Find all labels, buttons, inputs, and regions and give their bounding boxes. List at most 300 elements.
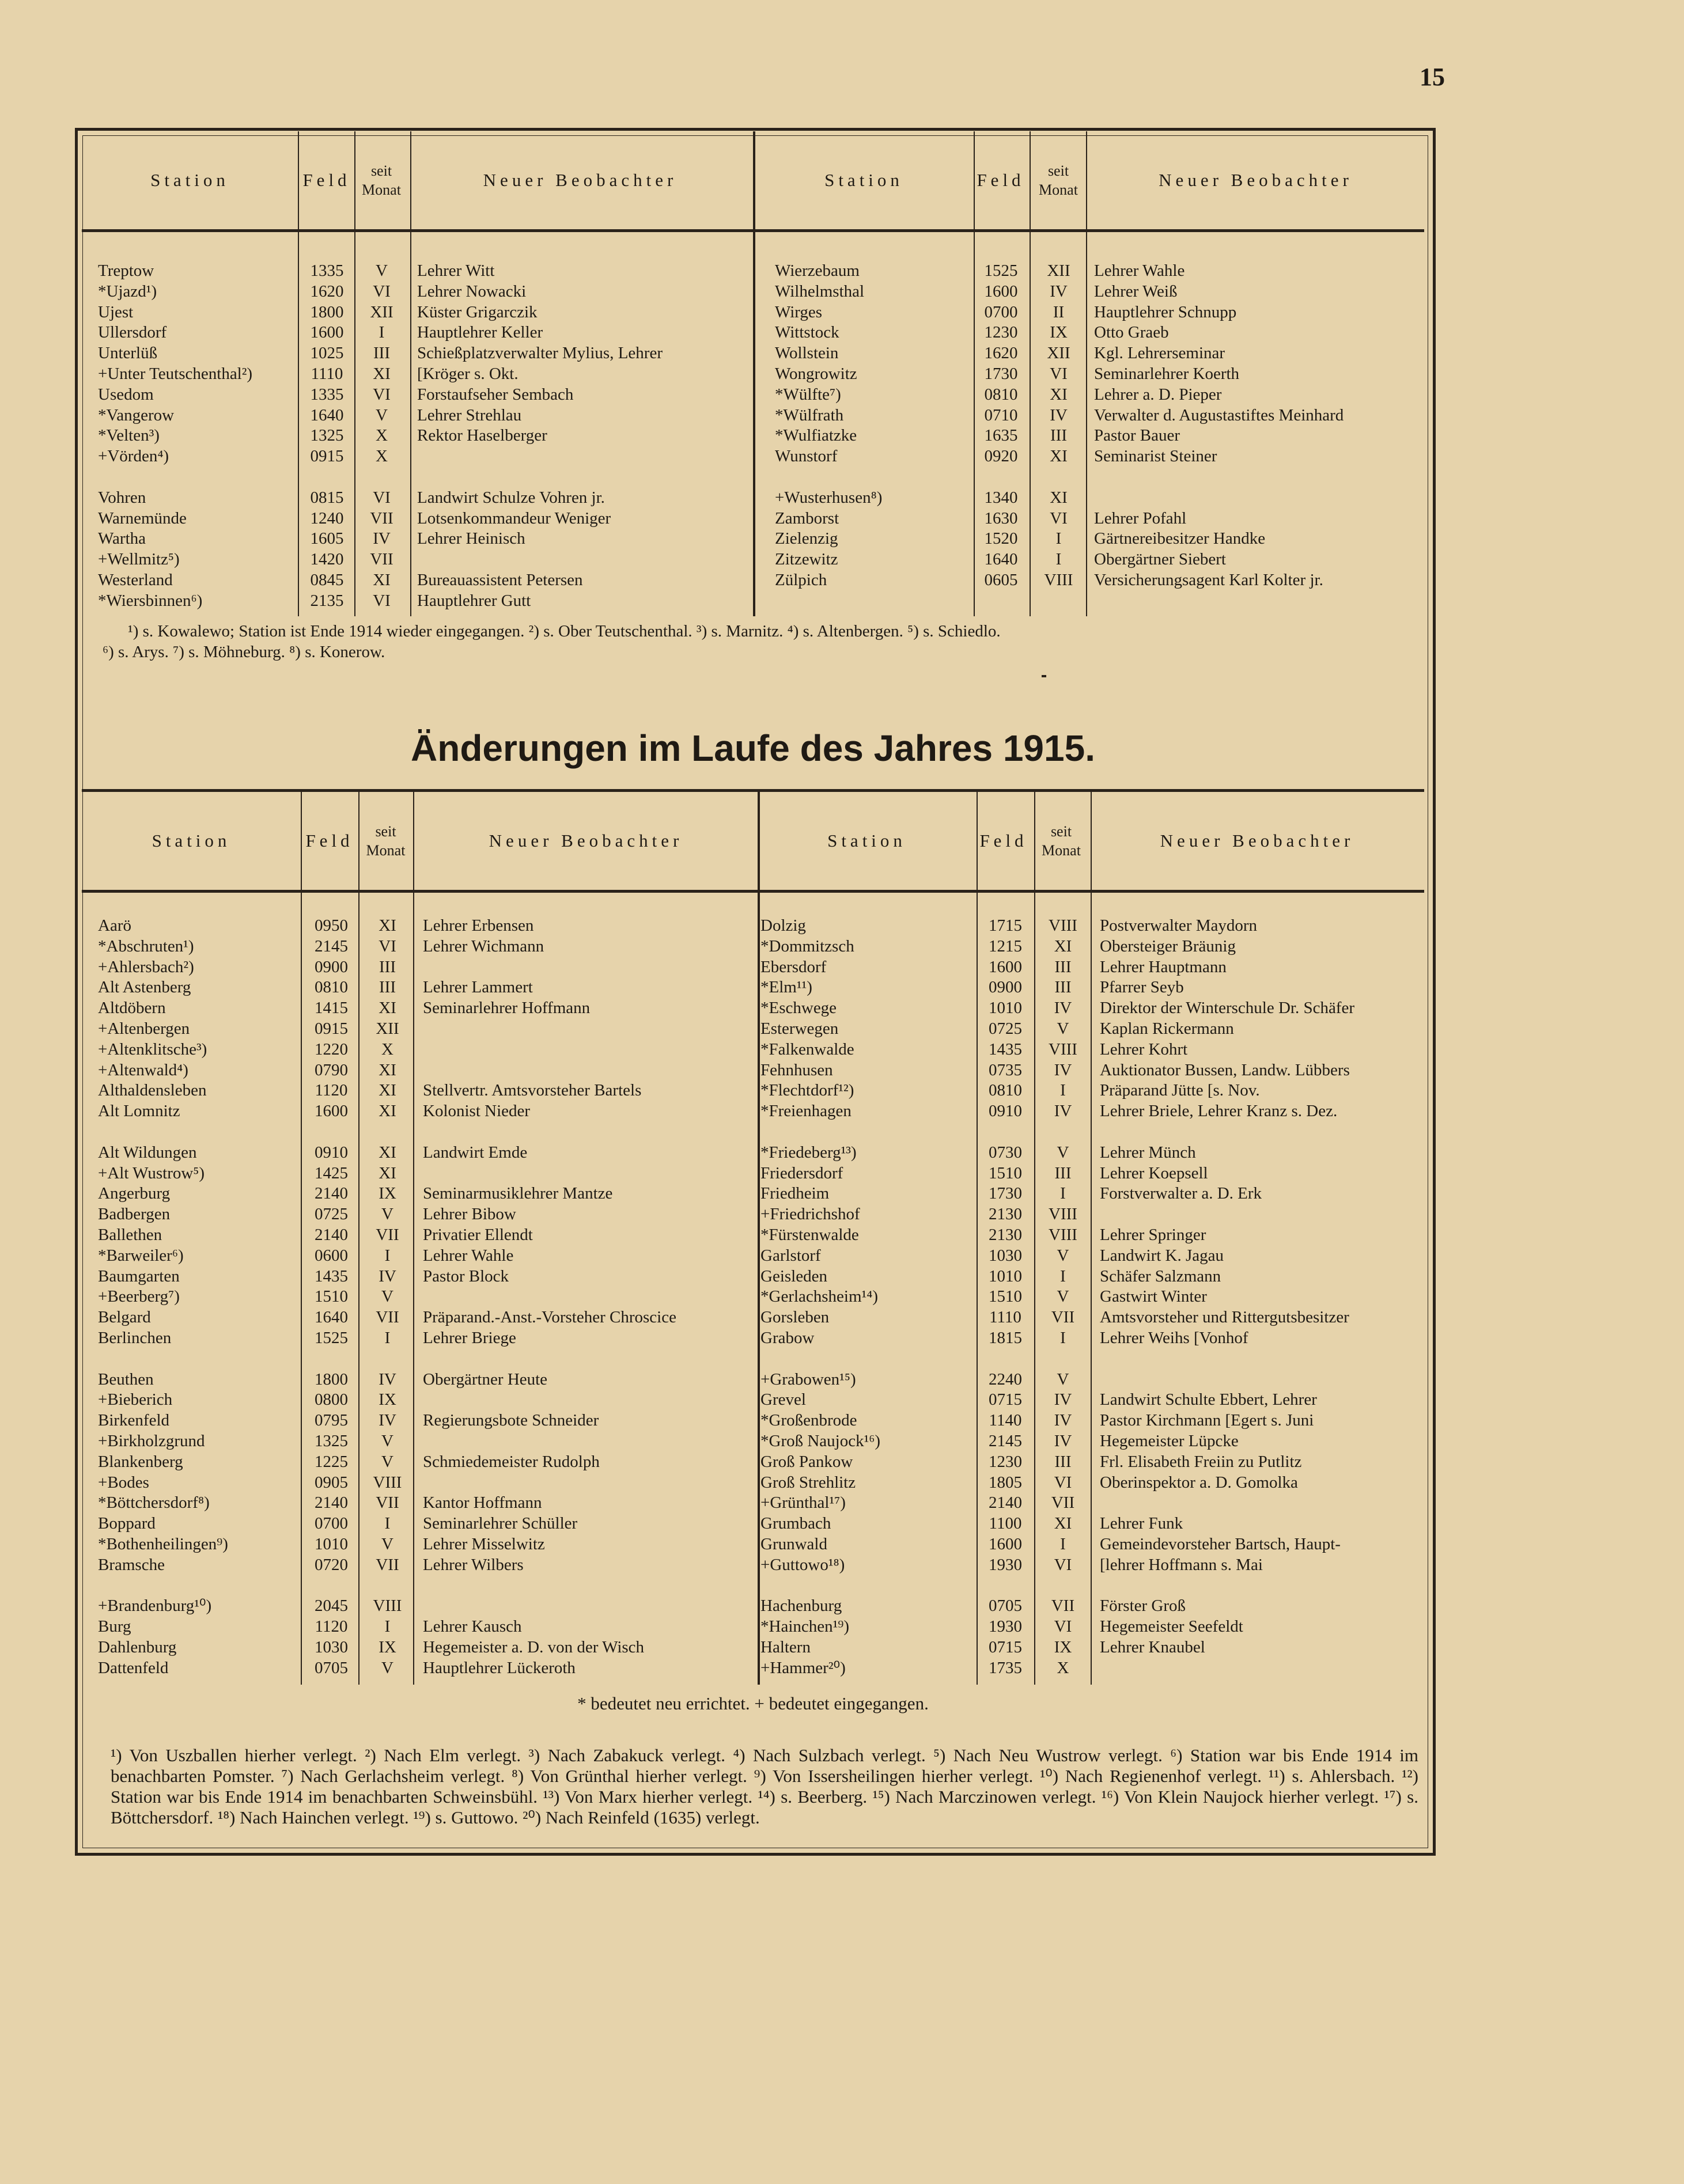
observer-name: Lehrer Weiß [1094, 282, 1178, 301]
monat-value: I [1060, 1081, 1066, 1100]
feld-value: 1735 [989, 1658, 1022, 1677]
monat-value: III [379, 978, 396, 997]
feld-value: 1930 [989, 1617, 1022, 1636]
monat-value: V [381, 1452, 393, 1471]
monat-value: I [379, 323, 385, 342]
observer-name: Lehrer Wilbers [423, 1555, 524, 1574]
monat-value: XII [370, 302, 393, 321]
feld-value: 0705 [315, 1658, 348, 1677]
station-name: Groß Pankow [760, 1452, 853, 1471]
feld-value: 0910 [989, 1102, 1022, 1121]
feld-value: 1120 [315, 1081, 348, 1100]
station-name: *Flechtdorf¹²) [760, 1081, 854, 1100]
station-name: *Velten³) [98, 426, 160, 445]
observer-name: Hegemeister a. D. von der Wisch [423, 1638, 645, 1656]
monat-value: VIII [1049, 1040, 1077, 1059]
feld-value: 2130 [989, 1205, 1022, 1224]
monat-value: II [1053, 302, 1065, 321]
feld-value: 0915 [315, 1019, 348, 1038]
observer-name: Lehrer Lammert [423, 978, 533, 997]
monat-value: VI [1054, 1473, 1072, 1492]
monat-value: V [1057, 1019, 1069, 1038]
feld-value: 1010 [989, 1267, 1022, 1286]
station-name: *Friedeberg¹³) [760, 1143, 857, 1162]
column-divider [1034, 789, 1035, 1685]
monat-value: I [384, 1246, 391, 1265]
station-name: Hachenburg [760, 1597, 842, 1616]
footnotes-2: ¹) Von Uszballen hierher verlegt. ²) Nach Elm verlegt. ³) Nach Zabakuck verlegt. ⁴) Nach Sulzbach verlegt. ⁵) Nach Neu Wustrow verlegt. ⁶) Station war bis Ende 1914 im benachbarten Pomster. ⁷) Nach Gerlachsheim verlegt. ⁸) Von Grünthal hierher verlegt. ⁹) Von Issersheilingen hierher verlegt. ¹⁰) Nach Regienenhof verlegt. ¹¹) s. Ahlersbach. ¹²) Station war bis Ende 1914 im benachbarten Schweinsbühl. ¹³) Von Marx hierher verlegt. ¹⁴) s. Beerberg. ¹⁵) Nach Marczinowen verlegt. ¹⁶) Von Klein Naujock hierher verlegt. ¹⁷) s. Böttchersdorf. ¹⁸) Nach Hainchen verlegt. ¹⁹) s. Guttowo. ²⁰) Nach Reinfeld (1635) verlegt. [111, 1745, 1418, 1827]
feld-value: 0715 [989, 1638, 1022, 1656]
station-name: Ujest [98, 302, 134, 321]
feld-value: 2140 [989, 1493, 1022, 1512]
observer-name: Lehrer Wahle [423, 1246, 514, 1265]
monat-value: I [384, 1329, 391, 1347]
section-title: Änderungen im Laufe des Jahres 1915. [411, 727, 1095, 769]
monat-value: VI [373, 591, 391, 610]
station-name: *Wülfrath [775, 405, 844, 424]
observer-name: Küster Grigarczik [417, 302, 538, 321]
station-name: Warnemünde [98, 509, 187, 528]
feld-value: 0920 [984, 447, 1018, 466]
header-monat: Monat [1042, 842, 1081, 859]
station-name: Gorsleben [760, 1308, 830, 1327]
station-name: +Beerberg⁷) [98, 1287, 180, 1306]
monat-value: XI [1050, 385, 1068, 404]
observer-name: Gemeindevorsteher Bartsch, Haupt- [1100, 1535, 1341, 1553]
station-name: *Abschruten¹) [98, 936, 194, 955]
feld-value: 1800 [315, 1370, 348, 1389]
monat-value: XI [379, 1102, 396, 1121]
station-name: Wilhelmsthal [775, 282, 865, 301]
feld-value: 0900 [989, 978, 1022, 997]
observer-name: Hegemeister Seefeldt [1100, 1617, 1243, 1636]
feld-value: 1815 [989, 1329, 1022, 1347]
feld-value: 2135 [310, 591, 344, 610]
monat-value: XI [379, 1143, 396, 1162]
observer-name: Landwirt Schulze Vohren jr. [417, 488, 605, 507]
feld-value: 0725 [989, 1019, 1022, 1038]
observer-name: Forstverwalter a. D. Erk [1100, 1184, 1262, 1203]
station-name: Aarö [98, 916, 131, 935]
observer-name: Landwirt Emde [423, 1143, 528, 1162]
feld-value: 1215 [989, 936, 1022, 955]
feld-value: 0810 [989, 1081, 1022, 1100]
monat-value: III [1050, 426, 1067, 445]
header-seit-monat-right [1030, 131, 1087, 229]
station-name: +Bodes [98, 1473, 149, 1492]
observer-name: Seminarlehrer Hoffmann [423, 999, 591, 1018]
monat-value: IX [379, 1390, 396, 1409]
feld-value: 1600 [315, 1102, 348, 1121]
station-name: +Bieberich [98, 1390, 173, 1409]
feld-value: 1030 [315, 1638, 348, 1656]
feld-value: 1030 [989, 1246, 1022, 1265]
station-name: +Grabowen¹⁵) [760, 1370, 856, 1389]
monat-value: VII [1051, 1493, 1075, 1512]
station-name: *Freienhagen [760, 1102, 852, 1121]
station-name: Westerland [98, 571, 173, 589]
observer-name: Oberinspektor a. D. Gomolka [1100, 1473, 1298, 1492]
feld-value: 1220 [315, 1040, 348, 1059]
observer-name: Pfarrer Seyb [1100, 978, 1184, 997]
observer-name: Förster Groß [1100, 1597, 1186, 1616]
observer-name: Lehrer Heinisch [417, 529, 525, 548]
station-name: Badbergen [98, 1205, 171, 1224]
observer-name: Seminarist Steiner [1094, 447, 1217, 466]
monat-value: III [379, 957, 396, 976]
feld-value: 0720 [315, 1555, 348, 1574]
feld-value: 2045 [315, 1597, 348, 1616]
station-name: *Hainchen¹⁹) [760, 1617, 850, 1636]
station-name: Wollstein [775, 344, 839, 363]
monat-value: I [1055, 550, 1062, 569]
feld-value: 1640 [984, 550, 1018, 569]
station-name: Esterwegen [760, 1019, 839, 1038]
station-name: *Barweiler⁶) [98, 1246, 184, 1265]
monat-value: IV [1050, 282, 1068, 301]
station-name: Grevel [760, 1390, 806, 1409]
monat-value: V [1057, 1143, 1069, 1162]
station-name: Alt Lomnitz [98, 1102, 180, 1121]
header-station: Station [152, 831, 231, 851]
station-name: Wunstorf [775, 447, 838, 466]
monat-value: V [1057, 1246, 1069, 1265]
observer-name: Obergärtner Heute [423, 1370, 548, 1389]
feld-value: 1600 [989, 957, 1022, 976]
feld-value: 0910 [315, 1143, 348, 1162]
feld-value: 1335 [310, 385, 344, 404]
station-name: Altdöbern [98, 999, 166, 1018]
feld-value: 0915 [310, 447, 344, 466]
observer-name: Lehrer Funk [1100, 1514, 1183, 1533]
column-divider [301, 789, 302, 1685]
station-name: +Brandenburg¹⁰) [98, 1597, 212, 1616]
monat-value: V [376, 405, 388, 424]
feld-value: 0790 [315, 1060, 348, 1079]
station-name: Beuthen [98, 1370, 154, 1389]
observer-name: Hauptlehrer Keller [417, 323, 543, 342]
page-number: 15 [1420, 63, 1445, 91]
station-name: Geisleden [760, 1267, 827, 1286]
observer-name: Forstaufseher Sembach [417, 385, 574, 404]
station-name: Zülpich [775, 571, 827, 589]
monat-value: XII [1047, 344, 1070, 363]
feld-value: 0700 [315, 1514, 348, 1533]
feld-value: 1110 [989, 1308, 1021, 1327]
station-name: Dattenfeld [98, 1658, 169, 1677]
monat-value: I [1060, 1267, 1066, 1286]
feld-value: 0815 [310, 488, 344, 507]
feld-value: 1225 [315, 1452, 348, 1471]
feld-value: 1240 [310, 509, 344, 528]
header-beobachter-right: Neuer Beobachter [1160, 831, 1354, 851]
feld-value: 0795 [315, 1411, 348, 1430]
station-name: *Groß Naujock¹⁶) [760, 1432, 881, 1450]
station-name: Wierzebaum [775, 261, 860, 280]
column-divider [358, 789, 359, 1685]
feld-value: 1520 [984, 529, 1018, 548]
feld-value: 0600 [315, 1246, 348, 1265]
feld-value: 1140 [989, 1411, 1022, 1430]
monat-value: VIII [1049, 1226, 1077, 1244]
observer-name: Lehrer Knaubel [1100, 1638, 1205, 1656]
monat-value: I [384, 1617, 391, 1636]
feld-value: 1325 [315, 1432, 348, 1450]
feld-value: 2140 [315, 1184, 348, 1203]
feld-value: 0605 [984, 571, 1018, 589]
station-name: +Wellmitz⁵) [98, 550, 180, 569]
monat-value: XI [373, 571, 391, 589]
observer-name: Postverwalter Maydorn [1100, 916, 1258, 935]
station-name: Ullersdorf [98, 323, 167, 342]
monat-value: X [381, 1040, 393, 1059]
monat-value: VIII [1049, 1205, 1077, 1224]
feld-value: 1600 [310, 323, 344, 342]
monat-value: VI [1054, 1617, 1072, 1636]
observer-name: Kaplan Rickermann [1100, 1019, 1234, 1038]
monat-value: XI [1050, 447, 1068, 466]
monat-value: VIII [373, 1597, 402, 1616]
observer-name: Seminarlehrer Schüller [423, 1514, 578, 1533]
feld-value: 1335 [310, 261, 344, 280]
monat-value: I [1060, 1329, 1066, 1347]
monat-value: IX [1050, 323, 1068, 342]
header-seit: seit [1047, 162, 1069, 179]
feld-value: 1525 [984, 261, 1018, 280]
monat-value: I [384, 1514, 391, 1533]
monat-value: VIII [1049, 916, 1077, 935]
station-name: Friedersdorf [760, 1163, 843, 1182]
monat-value: III [1054, 957, 1072, 976]
monat-value: IV [1054, 999, 1072, 1018]
station-name: Alt Wildungen [98, 1143, 197, 1162]
observer-name: Schäfer Salzmann [1100, 1267, 1221, 1286]
monat-value: V [381, 1432, 393, 1450]
header-feld: Feld [305, 831, 354, 851]
observer-name: Lehrer Wichmann [423, 936, 544, 955]
station-name: *Großenbrode [760, 1411, 857, 1430]
station-name: Friedheim [760, 1184, 830, 1203]
monat-value: XI [373, 365, 391, 383]
observer-name: Stellvertr. Amtsvorsteher Bartels [423, 1081, 642, 1100]
feld-value: 1600 [984, 282, 1018, 301]
observer-name: Gastwirt Winter [1100, 1287, 1207, 1306]
monat-value: X [376, 426, 388, 445]
monat-value: XI [379, 916, 396, 935]
observer-name: Kantor Hoffmann [423, 1493, 542, 1512]
monat-value: I [1055, 529, 1062, 548]
station-name: Ballethen [98, 1226, 162, 1244]
station-name: Treptow [98, 261, 154, 280]
feld-value: 2240 [989, 1370, 1022, 1389]
observer-name: Lehrer Hauptmann [1100, 957, 1227, 976]
station-name: Wittstock [775, 323, 839, 342]
header-monat: Monat [366, 842, 406, 859]
observer-name: Lehrer Springer [1100, 1226, 1206, 1244]
observer-name: Obersteiger Bräunig [1100, 936, 1236, 955]
feld-value: 2145 [989, 1432, 1022, 1450]
monat-value: III [1054, 1452, 1072, 1471]
feld-value: 1620 [310, 282, 344, 301]
monat-value: I [1060, 1535, 1066, 1553]
observer-name: Rektor Haselberger [417, 426, 547, 445]
monat-value: IV [379, 1370, 396, 1389]
station-name: Dahlenburg [98, 1638, 177, 1656]
feld-value: 1620 [984, 344, 1018, 363]
observer-name: Lehrer Weihs [Vonhof [1100, 1329, 1248, 1347]
station-name: Belgard [98, 1308, 151, 1327]
observer-name: Lehrer Wahle [1094, 261, 1185, 280]
station-name: Boppard [98, 1514, 156, 1533]
monat-value: VII [370, 550, 393, 569]
legend: * bedeutet neu errichtet. + bedeutet eingegangen. [577, 1693, 929, 1713]
monat-value: VIII [1044, 571, 1073, 589]
header-seit: seit [1050, 823, 1072, 840]
monat-value: XI [379, 1081, 396, 1100]
observer-name: Schmiedemeister Rudolph [423, 1452, 600, 1471]
observer-name: Seminarmusiklehrer Mantze [423, 1184, 613, 1203]
monat-value: IV [373, 529, 391, 548]
header-monat: Monat [1039, 181, 1078, 198]
monat-value: VII [376, 1308, 399, 1327]
feld-value: 0950 [315, 916, 348, 935]
observer-name: Lehrer Strehlau [417, 405, 522, 424]
feld-value: 1510 [989, 1163, 1022, 1182]
observer-name: Regierungsbote Schneider [423, 1411, 599, 1430]
monat-value: X [376, 447, 388, 466]
station-name: Birkenfeld [98, 1411, 170, 1430]
feld-value: 0800 [315, 1390, 348, 1409]
feld-value: 1640 [315, 1308, 348, 1327]
feld-value: 0905 [315, 1473, 348, 1492]
monat-value: V [1057, 1287, 1069, 1306]
column-divider [977, 789, 978, 1685]
observer-name: Lehrer Nowacki [417, 282, 527, 301]
observer-name: [Kröger s. Okt. [417, 365, 519, 383]
monat-value: IV [379, 1267, 396, 1286]
station-name: Berlinchen [98, 1329, 172, 1347]
header-beobachter: Neuer Beobachter [489, 831, 683, 851]
observer-name: Hauptlehrer Lückeroth [423, 1658, 576, 1677]
feld-value: 1435 [989, 1040, 1022, 1059]
observer-name: Amtsvorsteher und Rittergutsbesitzer [1100, 1308, 1349, 1327]
station-name: Vohren [98, 488, 146, 507]
station-name: *Gerlachsheim¹⁴) [760, 1287, 879, 1306]
observer-name: Obergärtner Siebert [1094, 550, 1226, 569]
observer-name: Hegemeister Lüpcke [1100, 1432, 1239, 1450]
feld-value: 0730 [989, 1143, 1022, 1162]
station-name: Grabow [760, 1329, 815, 1347]
feld-value: 1340 [984, 488, 1018, 507]
feld-value: 0735 [989, 1060, 1022, 1079]
observer-name: Pastor Kirchmann [Egert s. Juni [1100, 1411, 1314, 1430]
monat-value: III [373, 344, 390, 363]
header-feld-right: Feld [979, 831, 1028, 851]
header-station-right: Station [827, 831, 906, 851]
feld-value: 1100 [989, 1514, 1022, 1533]
monat-value: VI [373, 488, 391, 507]
feld-value: 1805 [989, 1473, 1022, 1492]
monat-value: VI [1050, 365, 1068, 383]
feld-value: 1415 [315, 999, 348, 1018]
feld-value: 0845 [310, 571, 344, 589]
column-divider [753, 131, 755, 616]
station-name: *Eschwege [760, 999, 837, 1018]
station-name: +Hammer²⁰) [760, 1658, 846, 1677]
station-name: Zielenzig [775, 529, 838, 548]
observer-name: Hauptlehrer Schnupp [1094, 302, 1237, 321]
feld-value: 0810 [984, 385, 1018, 404]
monat-value: XII [376, 1019, 399, 1038]
station-name: Zitzewitz [775, 550, 838, 569]
observer-name: Versicherungsagent Karl Kolter jr. [1094, 571, 1323, 589]
station-name: *Böttchersdorf⁸) [98, 1493, 210, 1512]
monat-value: V [1057, 1370, 1069, 1389]
station-name: *Wülfte⁷) [775, 385, 841, 404]
monat-value: IV [1054, 1432, 1072, 1450]
observer-name: Lehrer Bibow [423, 1205, 516, 1224]
monat-value: VII [376, 1493, 399, 1512]
feld-value: 1525 [315, 1329, 348, 1347]
feld-value: 1730 [989, 1184, 1022, 1203]
monat-value: VII [376, 1555, 399, 1574]
observer-name: Privatier Ellendt [423, 1226, 533, 1244]
station-name: Ebersdorf [760, 957, 827, 976]
feld-value: 2140 [315, 1493, 348, 1512]
monat-value: IV [1054, 1390, 1072, 1409]
station-name: +Grünthal¹⁷) [760, 1493, 846, 1512]
station-name: +Alt Wustrow⁵) [98, 1163, 205, 1182]
monat-value: III [1054, 978, 1072, 997]
column-divider [1086, 131, 1087, 616]
monat-value: VI [373, 282, 391, 301]
column-divider [1030, 131, 1031, 616]
observer-name: Lehrer a. D. Pieper [1094, 385, 1222, 404]
header-seit: seit [370, 162, 392, 179]
header-feld: Feld [302, 170, 351, 190]
station-name: +Birkholzgrund [98, 1432, 205, 1450]
observer-name: Direktor der Winterschule Dr. Schäfer [1100, 999, 1354, 1018]
monat-value: IV [1054, 1411, 1072, 1430]
station-name: Haltern [760, 1638, 811, 1656]
observer-name: Kolonist Nieder [423, 1102, 531, 1121]
feld-value: 0900 [315, 957, 348, 976]
observer-name: Lehrer Briege [423, 1329, 516, 1347]
feld-value: 1730 [984, 365, 1018, 383]
feld-value: 1630 [984, 509, 1018, 528]
monat-value: XI [1050, 488, 1068, 507]
station-name: *Ujazd¹) [98, 282, 157, 301]
station-name: +Altenwald⁴) [98, 1060, 188, 1079]
feld-value: 0810 [315, 978, 348, 997]
column-divider [974, 131, 975, 616]
station-name: Angerburg [98, 1184, 171, 1203]
observer-name: Auktionator Bussen, Landw. Lübbers [1100, 1060, 1350, 1079]
monat-value: VII [1051, 1597, 1075, 1616]
monat-value: XI [379, 1163, 396, 1182]
station-name: Groß Strehlitz [760, 1473, 856, 1492]
station-name: *Bothenheilingen⁹) [98, 1535, 228, 1553]
feld-value: 1600 [989, 1535, 1022, 1553]
feld-value: 2145 [315, 936, 348, 955]
station-name: Bramsche [98, 1555, 165, 1574]
station-name: +Altenbergen [98, 1019, 190, 1038]
column-divider [410, 131, 411, 616]
monat-value: IX [1054, 1638, 1072, 1656]
monat-value: VI [1054, 1555, 1072, 1574]
monat-value: XI [1054, 1514, 1072, 1533]
observer-name: Gärtnereibesitzer Handke [1094, 529, 1266, 548]
